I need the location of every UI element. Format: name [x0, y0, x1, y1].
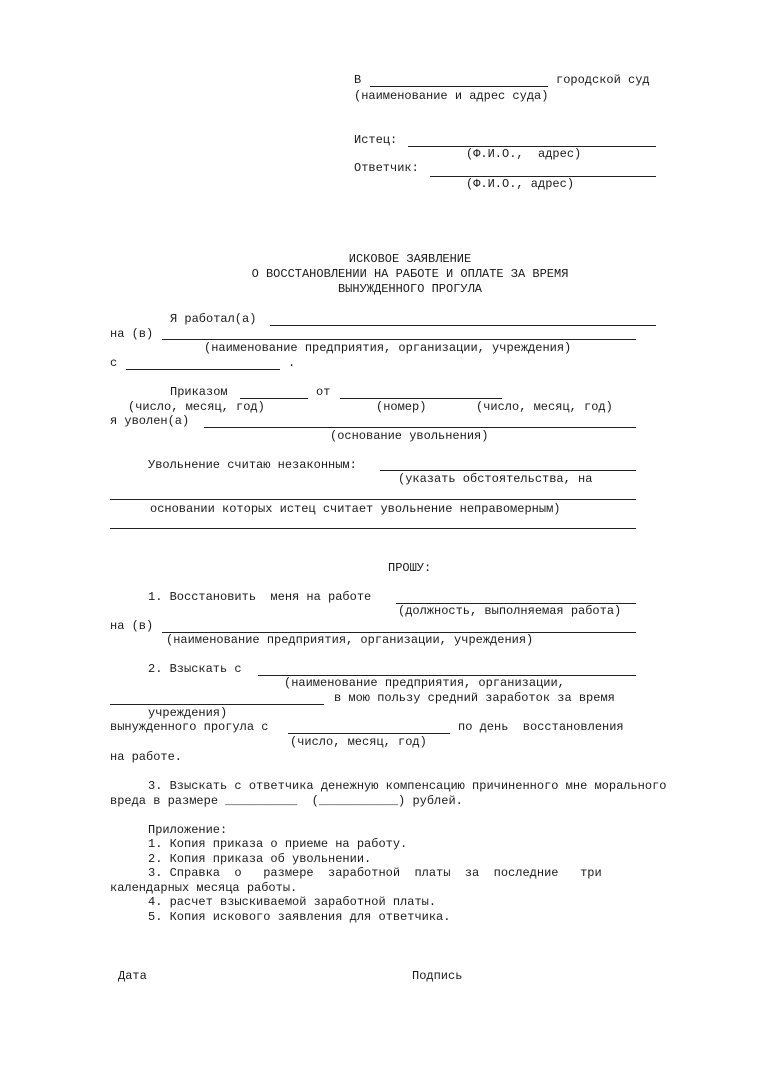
org-line[interactable]: [162, 339, 636, 340]
request-item1-at: на (в): [110, 619, 154, 633]
dismissed-label: я уволен(а): [110, 414, 190, 428]
court-prefix: В: [354, 73, 362, 87]
circumstances-line-2[interactable]: [110, 499, 636, 500]
court-suffix: городской суд: [556, 73, 650, 87]
at-label: на (в): [110, 327, 154, 341]
defendant-hint: (Ф.И.О., адрес): [466, 177, 575, 191]
date-hint: (число, месяц, год): [128, 400, 265, 414]
request-item2-text4: на работе.: [110, 750, 183, 764]
order-date-line[interactable]: [340, 398, 502, 399]
request-item2-hint1: (наименование предприятия, организации,: [284, 676, 565, 690]
request-item2-date-hint: (число, месяц, год): [290, 735, 427, 749]
document-title-line1: ИСКОВОЕ ЗАЯВЛЕНИЕ: [348, 252, 472, 266]
absence-date-line[interactable]: [288, 733, 450, 734]
date-hint-2: (число, месяц, год): [476, 400, 613, 414]
request-item2-text1: в мою пользу средний заработок за время: [334, 691, 615, 705]
circumstances-line-1[interactable]: [380, 470, 636, 471]
attachment-item: календарных месяца работы.: [110, 881, 298, 895]
attachment-item: 5. Копия искового заявления для ответчика.: [148, 910, 451, 924]
position-hint: (должность, выполняемая работа): [398, 604, 622, 618]
order-number-line[interactable]: [240, 398, 308, 399]
from-label: от: [316, 385, 331, 399]
request-item2-label: 2. Взыскать с: [148, 662, 242, 676]
since-label: с: [110, 356, 118, 370]
attachment-item: 2. Копия приказа об увольнении.: [148, 852, 372, 866]
circumstances-line-3[interactable]: [110, 528, 636, 529]
plaintiff-hint: (Ф.И.О., адрес): [466, 147, 582, 161]
worked-line[interactable]: [270, 325, 656, 326]
request-org-hint: (наименование предприятия, организации, учреждения): [166, 633, 534, 647]
defendant-label: Ответчик:: [354, 161, 419, 175]
unlawful-label: Увольнение считаю незаконным:: [148, 458, 357, 472]
attachment-item: 1. Копия приказа о приеме на работу.: [148, 837, 408, 851]
plaintiff-label: Истец:: [354, 133, 398, 147]
document-title-line3: ВЫНУЖДЕННОГО ПРОГУЛА: [337, 282, 483, 296]
order-label: Приказом: [170, 385, 228, 399]
circumstances-hint-2: основании которых истец считает увольнение неправомерным): [150, 502, 561, 516]
request-item3-line2: вреда в размере __________ (___________) рублей.: [110, 794, 463, 808]
date-label: Дата: [118, 969, 147, 983]
court-name-line[interactable]: [370, 86, 548, 87]
attachment-item: 4. расчет взыскиваемой заработной платы.: [148, 895, 437, 909]
request-item2-text2: вынужденного прогула с: [110, 720, 269, 734]
number-hint: (номер): [376, 400, 427, 414]
request-heading: ПРОШУ:: [388, 561, 432, 575]
dismissal-reason-hint: (основание увольнения): [330, 429, 489, 443]
dismissed-line[interactable]: [204, 427, 636, 428]
since-date-line[interactable]: [126, 369, 280, 370]
attachment-item: 3. Справка о размере заработной платы за последние три: [148, 866, 602, 880]
document-title-line2: О ВОССТАНОВЛЕНИИ НА РАБОТЕ И ОПЛАТЕ ЗА ВРЕМЯ: [251, 267, 569, 281]
circumstances-hint-1: (указать обстоятельства, на: [398, 472, 593, 486]
request-item2-text3: по день восстановления: [458, 720, 624, 734]
attachments-heading: Приложение:: [148, 823, 228, 837]
worked-label: Я работал(а): [170, 312, 257, 326]
request-item2-hint2: учреждения): [148, 706, 228, 720]
signature-label: Подпись: [412, 969, 463, 983]
recover-from-line-2[interactable]: [110, 704, 324, 705]
request-item3-line1: 3. Взыскать с ответчика денежную компенсацию причиненного мне морального: [148, 779, 667, 793]
org-hint: (наименование предприятия, организации, учреждения): [204, 341, 572, 355]
request-item1-label: 1. Восстановить меня на работе: [148, 590, 372, 604]
court-hint: (наименование и адрес суда): [354, 89, 549, 103]
since-dot: .: [288, 356, 296, 370]
